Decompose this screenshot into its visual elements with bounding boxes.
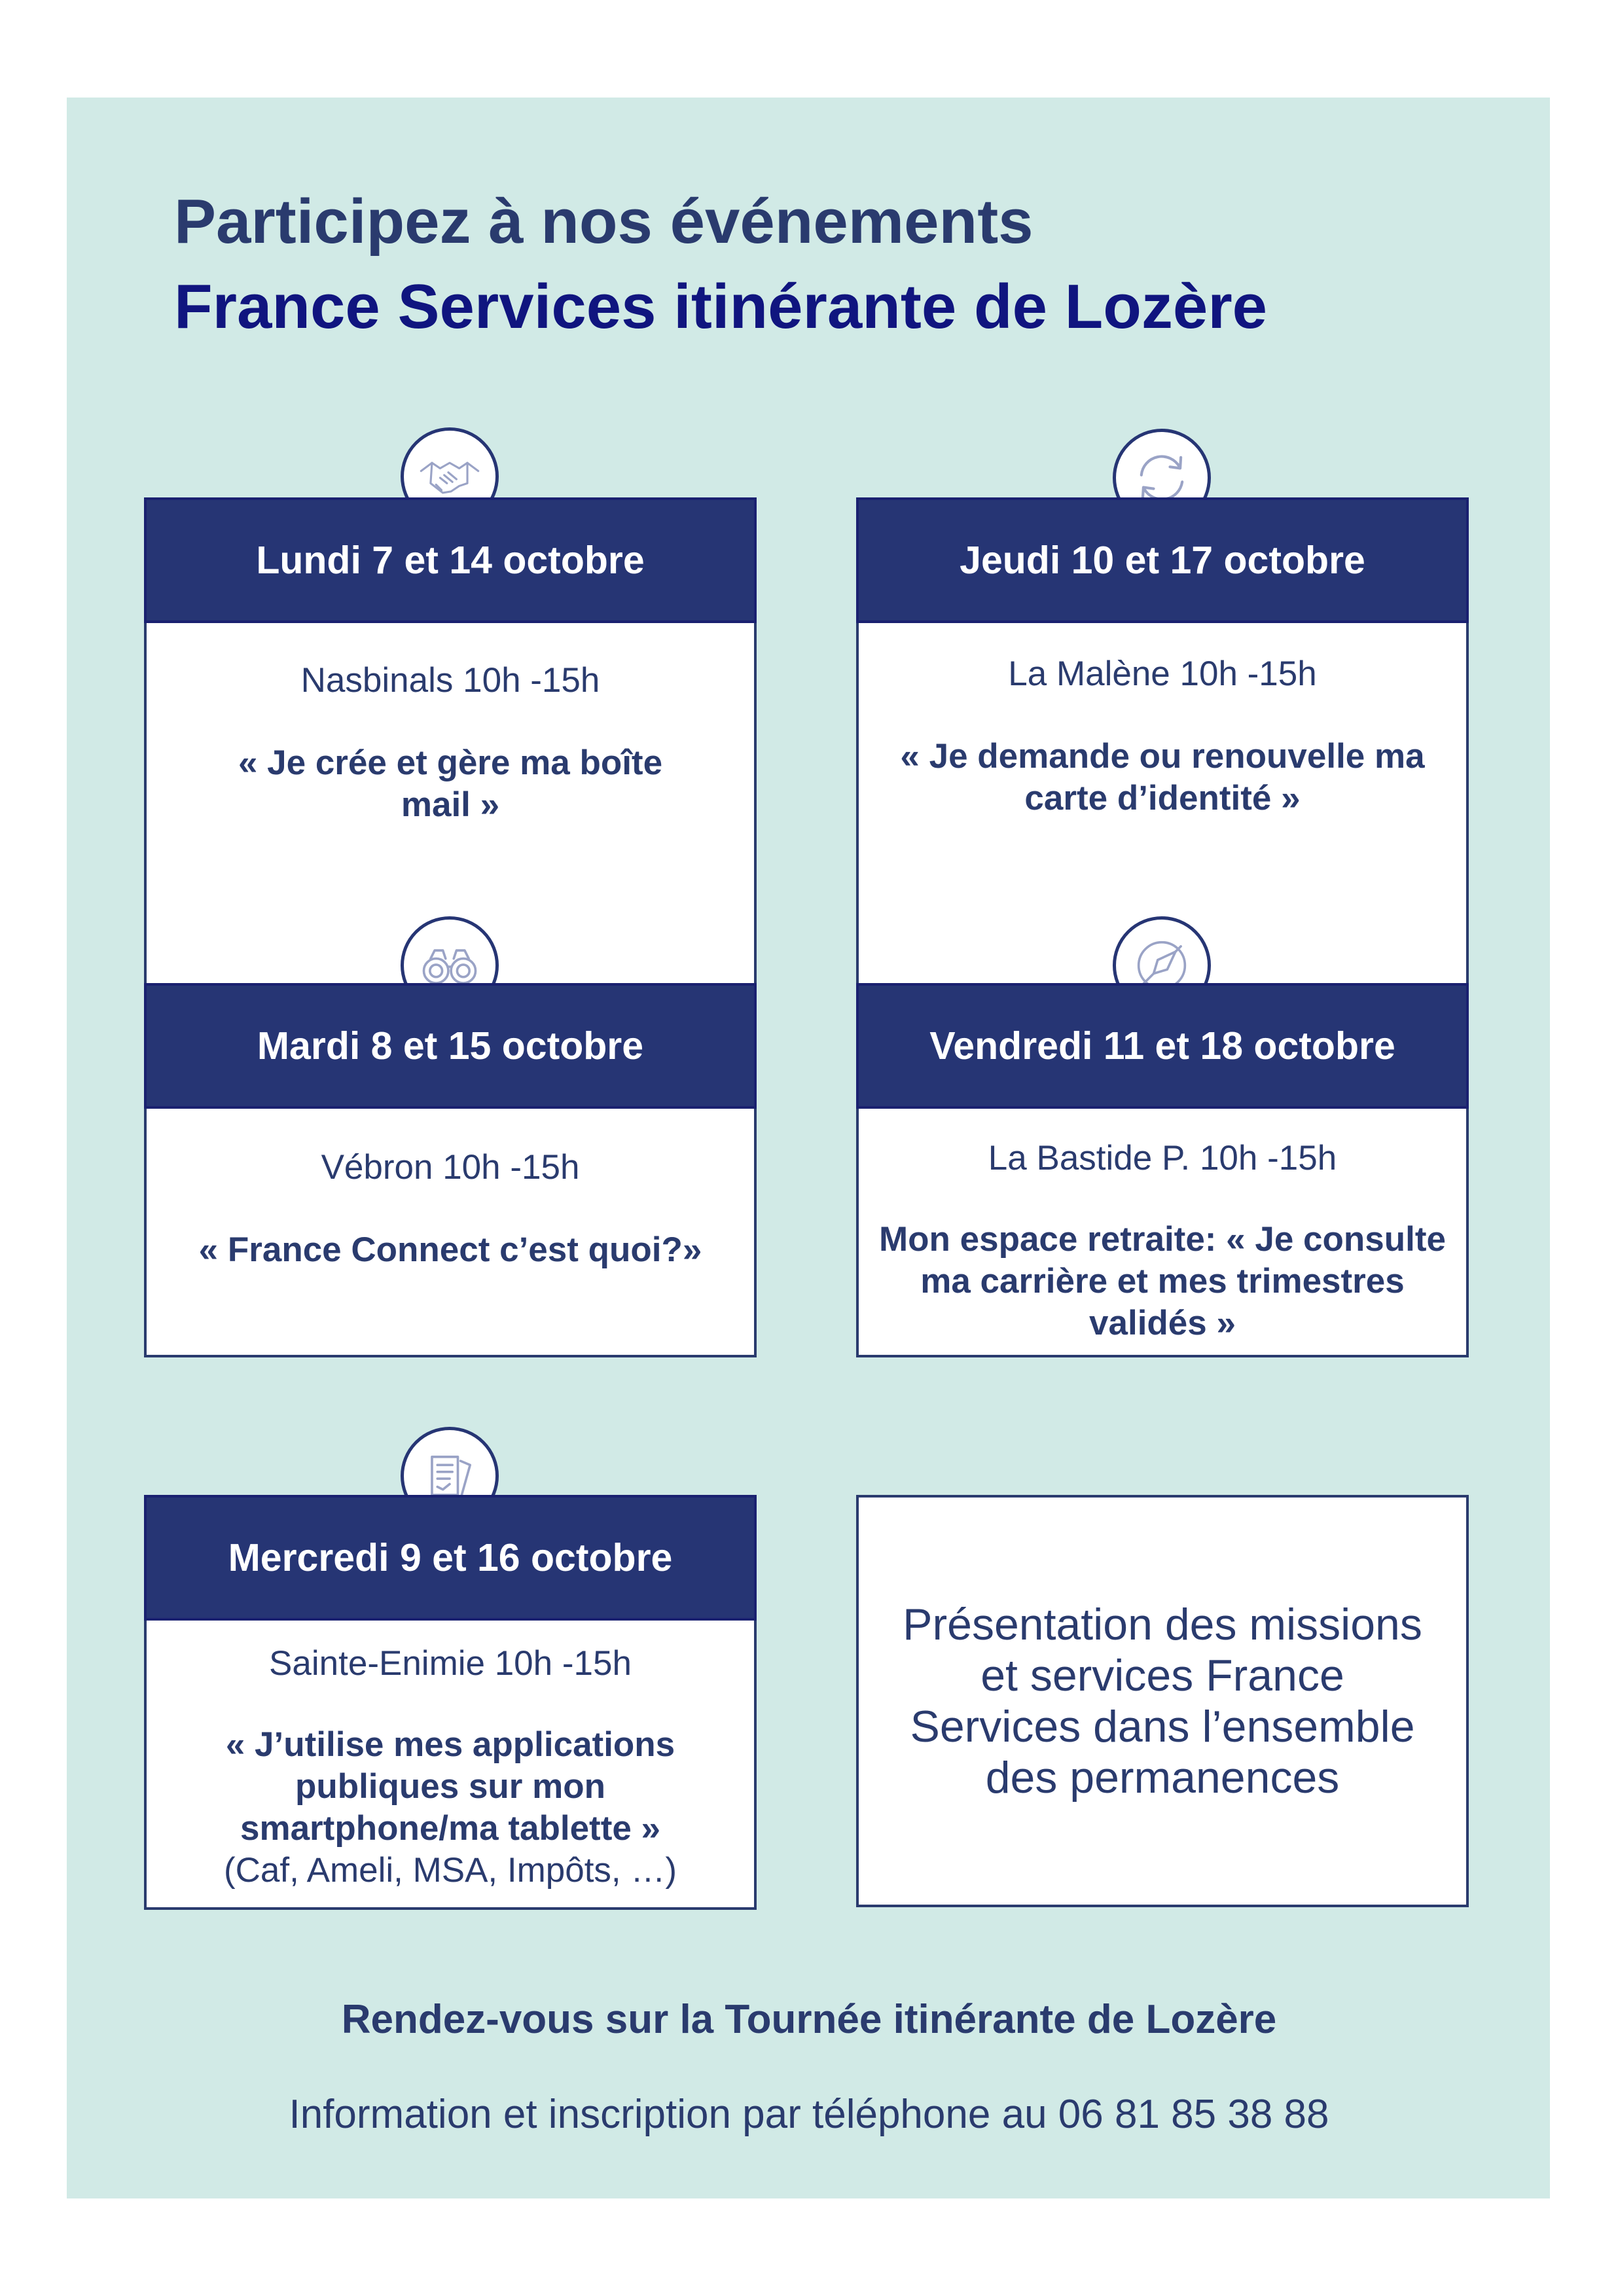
event-card-wednesday — [144, 1495, 757, 1910]
page-title: Participez à nos événements — [174, 187, 1034, 257]
event-day: Vendredi 11 et 18 octobre — [856, 983, 1469, 1109]
event-card-friday — [856, 983, 1469, 1357]
event-day: Mardi 8 et 15 octobre — [144, 983, 757, 1109]
event-day: Lundi 7 et 14 octobre — [144, 497, 757, 623]
event-card-tuesday — [144, 983, 757, 1357]
event-topic: « Je demande ou renouvelle ma carte d’identité » — [900, 737, 1425, 817]
event-details — [856, 1109, 1469, 1357]
event-place: La Bastide P. 10h -15h — [988, 1139, 1337, 1177]
info-box — [856, 1495, 1469, 1907]
event-day: Jeudi 10 et 17 octobre — [856, 497, 1469, 623]
event-place: Vébron 10h -15h — [321, 1148, 580, 1187]
event-place: Nasbinals 10h -15h — [300, 661, 600, 700]
event-place: La Malène 10h -15h — [1008, 655, 1317, 693]
event-topic: « Je crée et gère ma boîte mail » — [238, 744, 663, 824]
page-subtitle: France Services itinérante de Lozère — [174, 272, 1268, 342]
event-topic: « J’utilise mes applications publiques sur mon smartphone/ma tablette » — [225, 1725, 675, 1848]
event-topic: Mon espace retraite: « Je consulte ma carrière et mes trimestres validés » — [879, 1220, 1446, 1342]
event-note: (Caf, Ameli, MSA, Impôts, …) — [223, 1851, 677, 1890]
event-details — [144, 1109, 757, 1357]
event-day: Mercredi 9 et 16 octobre — [144, 1495, 757, 1621]
event-topic: « France Connect c’est quoi?» — [198, 1230, 702, 1269]
event-details — [144, 1621, 757, 1910]
info-box-text: Présentation des missions et services France Services dans l’ensemble des permanences — [903, 1600, 1422, 1803]
event-place: Sainte-Enimie 10h -15h — [269, 1644, 632, 1683]
footer-headline: Rendez-vous sur la Tournée itinérante de Lozère — [341, 1997, 1277, 2042]
footer-contact: Information et inscription par téléphone au 06 81 85 38 88 — [289, 2092, 1329, 2137]
